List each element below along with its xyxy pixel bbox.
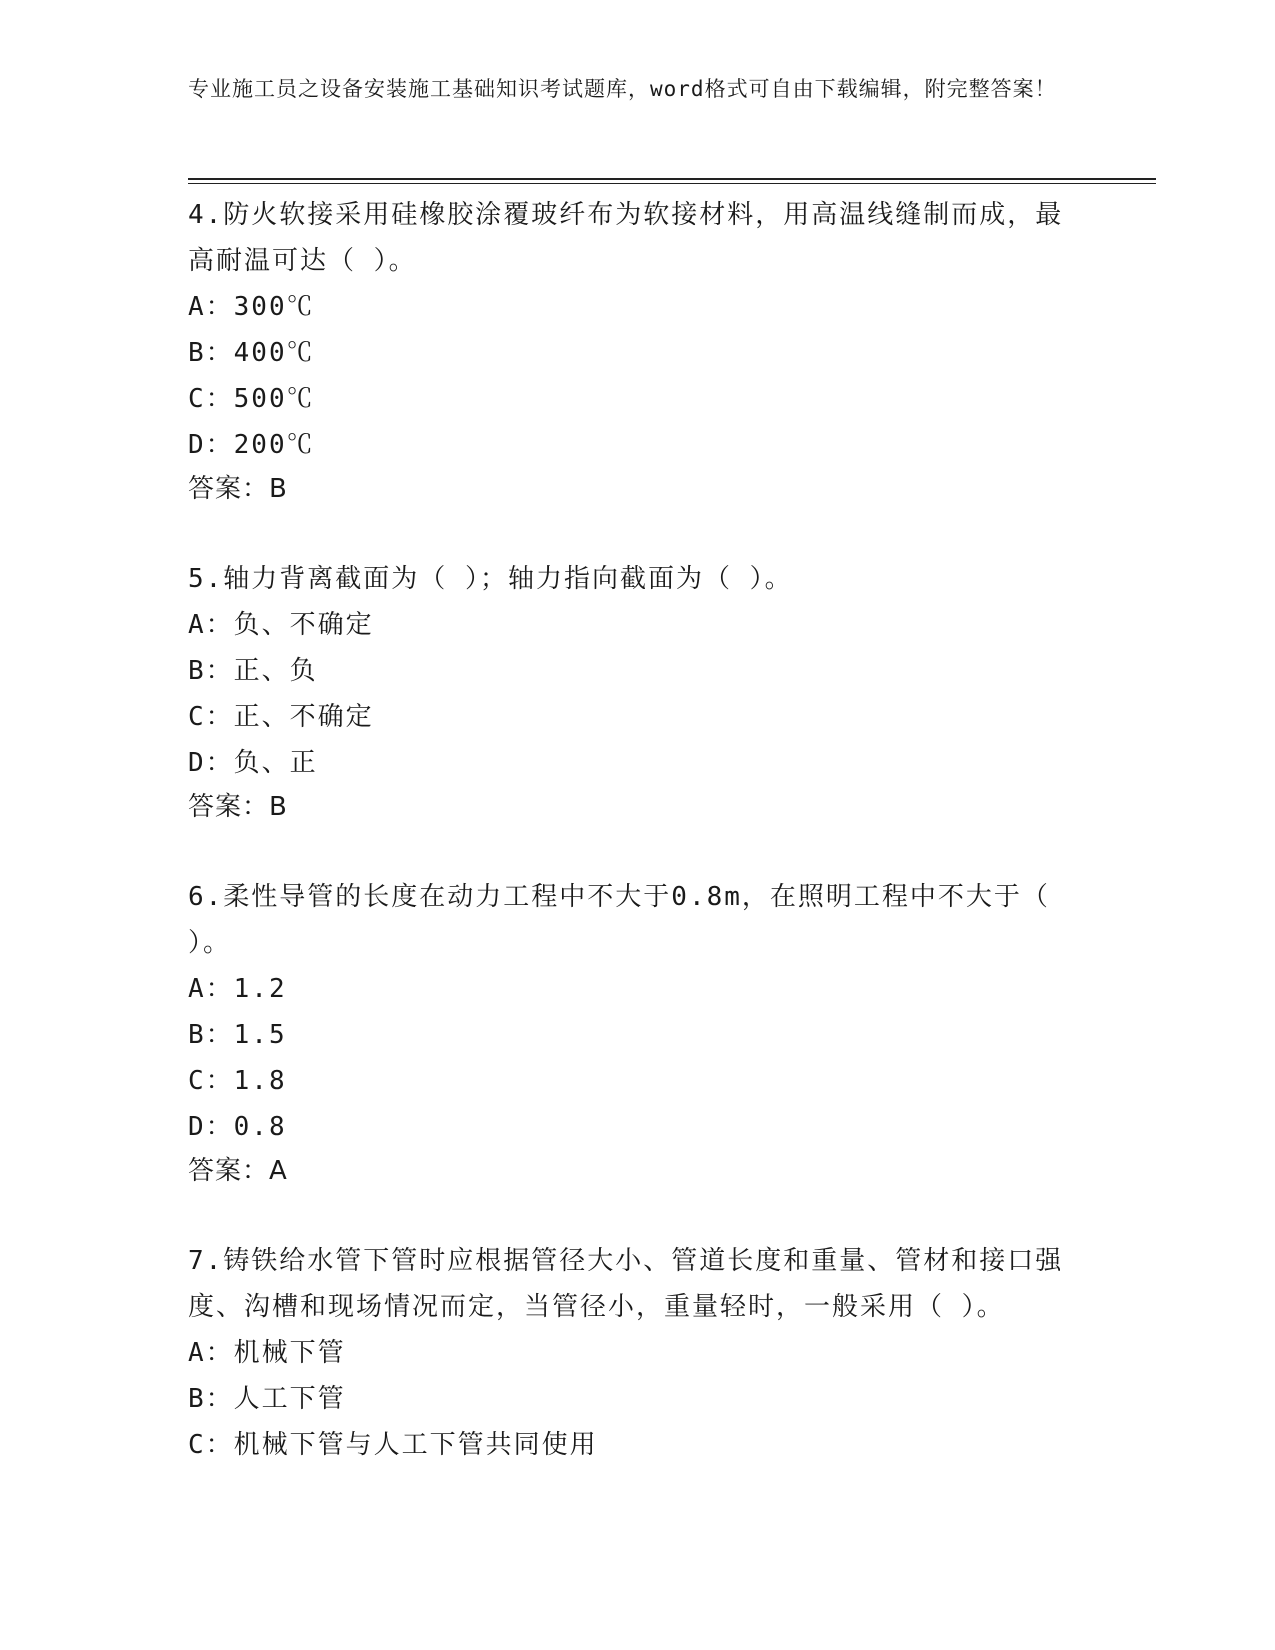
option-a: A：300℃ (188, 292, 315, 322)
question-text: 5.轴力背离截面为（ ）；轴力指向截面为（ ）。 (188, 564, 793, 594)
option-b: B：正、负 (188, 656, 318, 686)
question-item (188, 874, 1088, 1192)
option-c: C：1.8 (188, 1066, 287, 1096)
header-divider-thick (188, 178, 1156, 180)
option-a: A：机械下管 (188, 1338, 346, 1368)
document-header (188, 74, 1068, 105)
question-item (188, 192, 1088, 510)
option-b: B：400℃ (188, 338, 315, 368)
answer-text: 答案：B (188, 792, 288, 822)
option-b: B：1.5 (188, 1020, 287, 1050)
option-b: B：人工下管 (188, 1384, 346, 1414)
option-d: D：200℃ (188, 430, 315, 460)
option-d: D：负、正 (188, 748, 318, 778)
question-item (188, 1238, 1088, 1468)
question-text: 6.柔性导管的长度在动力工程中不大于0.8m，在照明工程中不大于（ ）。 (188, 882, 1050, 958)
option-c: C：500℃ (188, 384, 315, 414)
option-a: A：1.2 (188, 974, 287, 1004)
header-divider-thin (188, 183, 1156, 184)
option-a: A：负、不确定 (188, 610, 374, 640)
question-list (188, 192, 1088, 1514)
option-c: C：正、不确定 (188, 702, 374, 732)
header-title: 专业施工员之设备安装施工基础知识考试题库，word格式可自由下载编辑，附完整答案！ (188, 77, 1057, 101)
question-text: 7.铸铁给水管下管时应根据管径大小、管道长度和重量、管材和接口强度、沟槽和现场情况而定，当管径小，重量轻时，一般采用（ ）。 (188, 1246, 1064, 1322)
option-c: C：机械下管与人工下管共同使用 (188, 1430, 598, 1460)
answer-text: 答案：A (188, 1156, 288, 1186)
answer-text: 答案：B (188, 474, 288, 504)
question-item (188, 556, 1088, 828)
option-d: D：0.8 (188, 1112, 287, 1142)
question-text: 4.防火软接采用硅橡胶涂覆玻纤布为软接材料，用高温线缝制而成，最高耐温可达（ ）。 (188, 200, 1064, 276)
